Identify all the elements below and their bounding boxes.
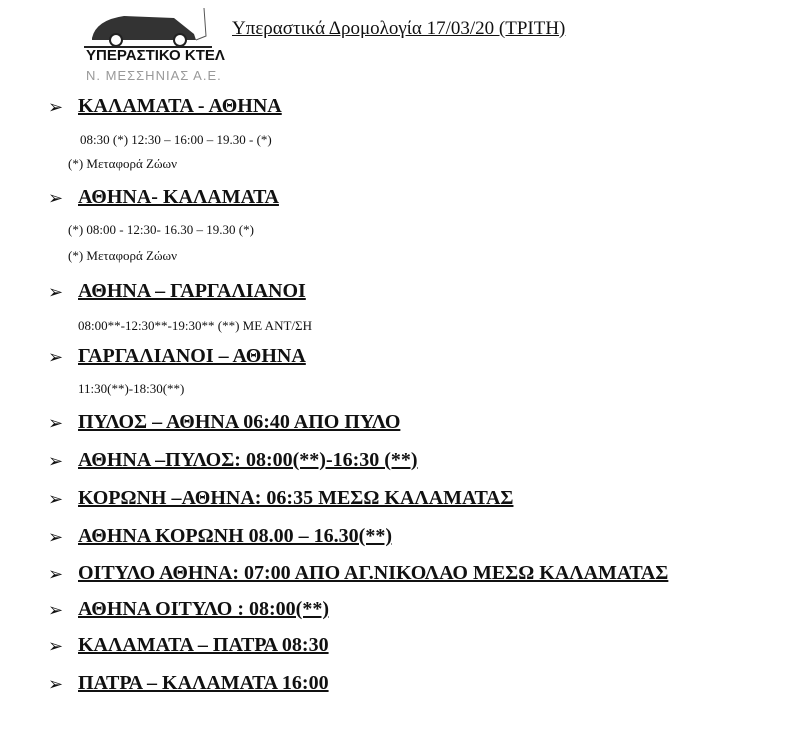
bus-logo-icon (84, 4, 214, 48)
bullet-arrow-icon: ➢ (48, 527, 64, 547)
route-heading: ΚΟΡΩΝΗ –ΑΘΗΝΑ: 06:35 ΜΕΣΩ ΚΑΛΑΜΑΤΑΣ (78, 487, 514, 509)
route-heading: ΑΘΗΝΑ ΚΟΡΩΝΗ 08.00 – 16.30(**) (78, 525, 392, 547)
route-heading: ΑΘΗΝΑ ΟΙΤΥΛΟ : 08:00(**) (78, 598, 329, 620)
logo-text-line2: Ν. ΜΕΣΣΗΝΙΑΣ Α.Ε. (86, 68, 222, 83)
route-heading: ΓΑΡΓΑΛΙΑΝΟΙ – ΑΘΗΝΑ (78, 345, 306, 367)
bullet-arrow-icon: ➢ (48, 97, 64, 117)
route-note: (*) Μεταφορά Ζώων (68, 156, 177, 171)
route-heading: ΑΘΗΝΑ –ΠΥΛΟΣ: 08:00(**)-16:30 (**) (78, 449, 418, 471)
route-times: 08:30 (*) 12:30 – 16:00 – 19.30 - (*) (80, 132, 272, 147)
bullet-arrow-icon: ➢ (48, 600, 64, 620)
route-heading: ΠΑΤΡΑ – ΚΑΛΑΜΑΤΑ 16:00 (78, 672, 329, 694)
route-times: (*) 08:00 - 12:30- 16.30 – 19.30 (*) (68, 222, 254, 237)
bullet-arrow-icon: ➢ (48, 636, 64, 656)
bullet-arrow-icon: ➢ (48, 413, 64, 433)
bullet-arrow-icon: ➢ (48, 282, 64, 302)
route-heading: ΑΘΗΝΑ – ΓΑΡΓΑΛΙΑΝΟΙ (78, 280, 306, 302)
route-heading: ΚΑΛΑΜΑΤΑ - ΑΘΗΝΑ (78, 95, 282, 117)
route-heading: ΚΑΛΑΜΑΤΑ – ΠΑΤΡΑ 08:30 (78, 634, 329, 656)
bullet-arrow-icon: ➢ (48, 347, 64, 367)
bullet-arrow-icon: ➢ (48, 564, 64, 584)
bullet-arrow-icon: ➢ (48, 188, 64, 208)
route-times: 08:00**-12:30**-19:30** (**) ΜΕ ΑΝΤ/ΣΗ (78, 318, 312, 333)
bullet-arrow-icon: ➢ (48, 674, 64, 694)
route-heading: ΠΥΛΟΣ – ΑΘΗΝΑ 06:40 ΑΠΟ ΠΥΛΟ (78, 411, 401, 433)
route-note: (*) Μεταφορά Ζώων (68, 248, 177, 263)
document-title: Υπεραστικά Δρομολογία 17/03/20 (ΤΡΙΤΗ) (232, 18, 566, 39)
route-heading: ΟΙΤΥΛΟ ΑΘΗΝΑ: 07:00 ΑΠΟ ΑΓ.ΝΙΚΟΛΑΟ ΜΕΣΩ ΚΑΛΑΜΑΤΑΣ (78, 562, 669, 584)
logo-text-line1: ΥΠΕΡΑΣΤΙΚΟ ΚΤΕΛ (86, 47, 225, 64)
route-heading: ΑΘΗΝΑ- ΚΑΛΑΜΑΤΑ (78, 186, 279, 208)
bullet-arrow-icon: ➢ (48, 489, 64, 509)
bullet-arrow-icon: ➢ (48, 451, 64, 471)
route-times: 11:30(**)-18:30(**) (78, 381, 185, 396)
